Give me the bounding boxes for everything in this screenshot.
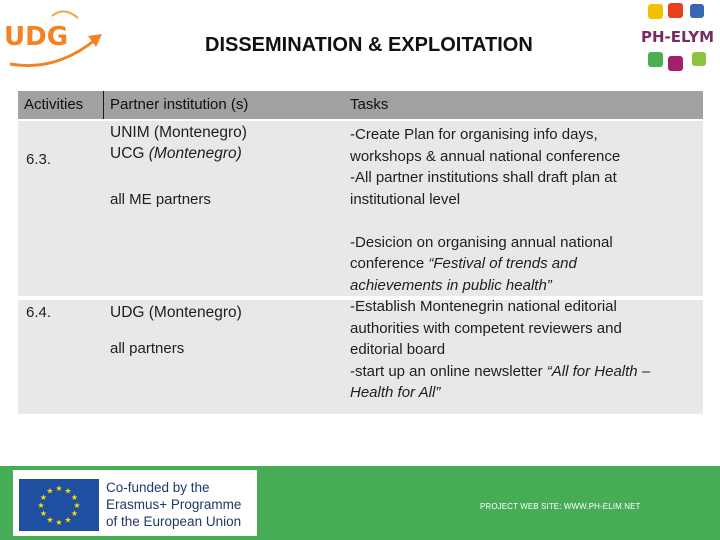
table-row xyxy=(18,300,703,414)
ph-elym-logo-text: PH-ELYM xyxy=(641,28,715,46)
svg-text:★: ★ xyxy=(39,493,48,502)
svg-text:★: ★ xyxy=(70,493,79,502)
column-divider xyxy=(103,91,104,119)
page-title: DISSEMINATION & EXPLOITATION xyxy=(205,34,533,56)
udg-logo xyxy=(0,2,125,74)
partner-institutions: UNIM (Montenegro) UCG (Montenegro) xyxy=(110,124,247,162)
svg-text:★: ★ xyxy=(46,515,54,525)
ph-elym-logo xyxy=(636,0,720,80)
svg-text:★: ★ xyxy=(64,486,72,496)
footer-bar xyxy=(0,466,720,540)
partner-institutions: UDG (Montenegro) xyxy=(110,304,242,321)
svg-text:★: ★ xyxy=(55,484,63,493)
partner-extra: all partners xyxy=(110,340,185,357)
project-website-link[interactable]: PROJECT WEB SITE: WWW.PH-ELIM.NET xyxy=(480,502,641,511)
svg-text:★: ★ xyxy=(70,509,79,518)
eu-flag-icon xyxy=(19,479,99,531)
svg-text:★: ★ xyxy=(73,501,81,510)
eu-cofunding-badge xyxy=(13,470,257,536)
partner-extra: all ME partners xyxy=(110,191,211,208)
table-header-row xyxy=(18,91,703,119)
activity-number: 6.3. xyxy=(26,151,52,168)
svg-text:★: ★ xyxy=(39,509,48,518)
svg-text:★: ★ xyxy=(37,501,45,510)
udg-logo-text: UDG xyxy=(4,22,69,52)
column-header-tasks: Tasks xyxy=(350,96,389,113)
table-row xyxy=(18,121,703,296)
activity-number: 6.4. xyxy=(26,304,52,321)
svg-text:★: ★ xyxy=(46,486,54,496)
column-header-activities: Activities xyxy=(24,96,84,113)
eu-cofunding-text: Co-funded by the Erasmus+ Programme of the European Union xyxy=(106,480,242,529)
svg-text:★: ★ xyxy=(55,518,63,527)
tasks-cell: -Establish Montenegrin national editorial authorities with competent reviewers and editorial board -start up an online newsletter “All for Health – Health for All” xyxy=(350,298,651,401)
column-header-partners: Partner institution (s) xyxy=(110,96,249,113)
svg-text:★: ★ xyxy=(64,515,72,525)
tasks-cell: -Create Plan for organising info days, workshops & annual national conference -All partner institutions shall draft plan at institutional level -Desicion on organising annual national conference “Festival of trends and achievements in public health” xyxy=(350,126,621,294)
